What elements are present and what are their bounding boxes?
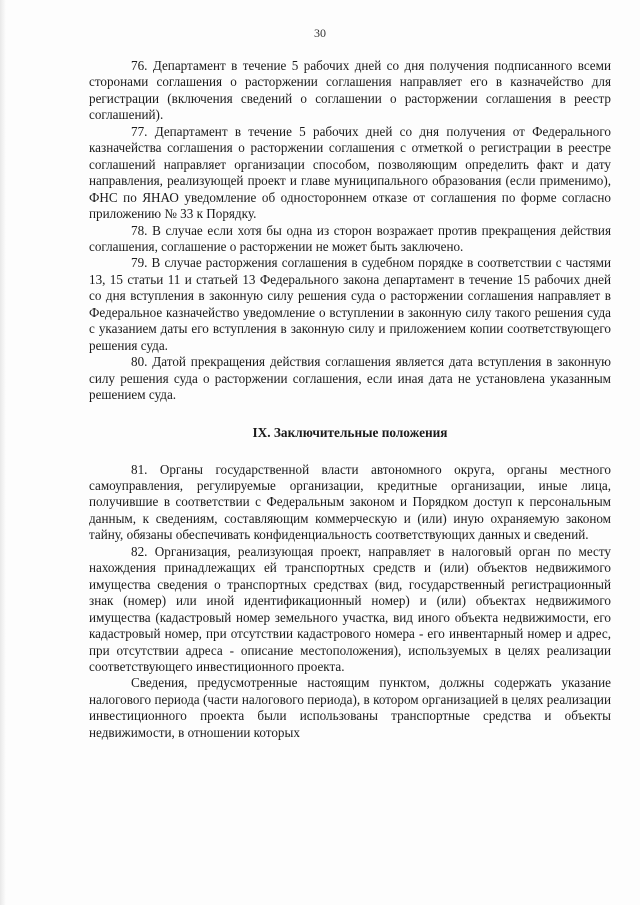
page-number: 30 bbox=[314, 26, 326, 40]
paragraph-79: 79. В случае расторжения соглашения в судебном порядке в соответствии с частями 13, 15 статьи 11 и статьей 13 Федерального закона департамент в течение 15 рабочих дней со дня вступления в законную силу решения суда о расторжении соглашения направляет в Федеральное казначейство уведомление о вступлении в законную силу такого решения суда с указанием даты его вступления в законную силу и приложением копии соответствующего решения суда. bbox=[89, 255, 611, 353]
paragraph-82: 82. Организация, реализующая проект, направляет в налоговый орган по месту нахождения принадлежащих ей транспортных средств и (или) объектов недвижимого имущества сведения о транспортных средствах (вид, государственный регистрационный знак (номер) или иной идентификационный номер) и (или) объектах недвижимого имущества (кадастровый номер земельного участка, вид иного объекта недвижимости, его кадастровый номер, при отсутствии кадастрового номера - его инвентарный номер и адрес, при отсутствии адреса - описание местоположения), используемых в целях реализации соответствующего инвестиционного проекта. bbox=[89, 543, 611, 674]
paragraph-80: 80. Датой прекращения действия соглашения является дата вступления в законную силу решения суда о расторжении соглашения, если иная дата не установлена указанным решением суда. bbox=[89, 354, 611, 403]
paragraph-81: 81. Органы государственной власти автономного округа, органы местного самоуправления, регулируемые организации, кредитные организации, иные лица, получившие в соответствии с Федеральным законом и Порядком доступ к персональным данным, к сведениям, составляющим коммерческую и (или) иную охраняемую законом тайну, обязаны обеспечивать конфиденциальность соответствующих данных и сведений. bbox=[89, 461, 611, 543]
document-body bbox=[89, 58, 611, 741]
paragraph-76: 76. Департамент в течение 5 рабочих дней со дня получения подписанного всеми сторонами соглашения о расторжении соглашения направляет его в казначейство для регистрации (включения сведений о соглашении о расторжении соглашения в реестр соглашений). bbox=[89, 58, 611, 123]
section-heading: IX. Заключительные положения bbox=[252, 424, 448, 440]
paragraph-78: 78. В случае если хотя бы одна из сторон возражает против прекращения действия соглашения, соглашение о расторжении не может быть заключено. bbox=[89, 222, 611, 254]
paragraph-82-continuation: Сведения, предусмотренные настоящим пунктом, должны содержать указание налогового периода (части налогового периода), в котором организацией в целях реализации инвестиционного проекта были использованы транспортные средства и объекты недвижимости, в отношении которых bbox=[89, 675, 611, 740]
scan-edge-shadow bbox=[0, 0, 6, 905]
paragraph-77: 77. Департамент в течение 5 рабочих дней со дня получения от Федерального казначейства соглашения о расторжении соглашения с отметкой о регистрации в реестре соглашений направляет организации способом, позволяющим определить факт и дату направления, реализующей проект и главе муниципального образования (если применимо), ФНС по ЯНАО уведомление об одностороннем отказе от соглашения по форме согласно приложению № 33 к Порядку. bbox=[89, 123, 611, 222]
